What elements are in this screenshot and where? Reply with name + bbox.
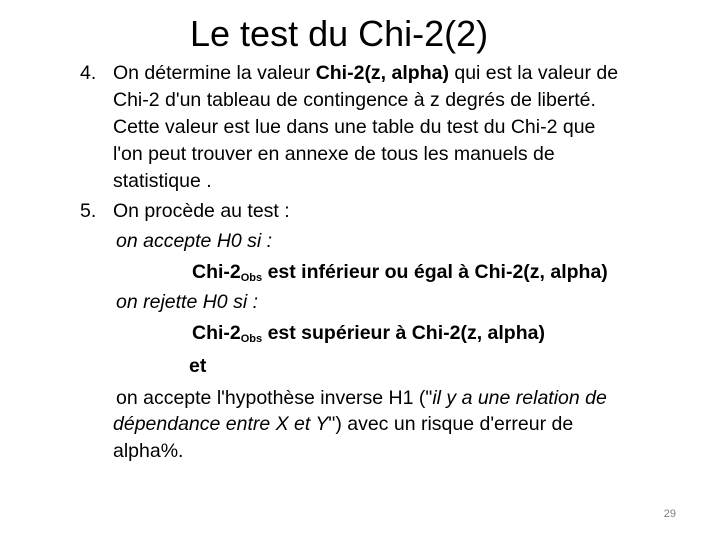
slide-title: Le test du Chi-2(2) [190, 13, 489, 54]
accept-h0-label: on accepte H0 si : [116, 230, 273, 252]
item4-line2: Chi-2 d'un tableau de contingence à z degrés de liberté. [113, 89, 596, 111]
reject-h0-label: on rejette H0 si : [116, 291, 258, 313]
h1-line3: alpha%. [113, 440, 184, 462]
accept-condition-text: est inférieur ou égal à Chi-2(z, alpha) [262, 261, 608, 283]
et-connector: et [189, 355, 207, 377]
item4-line5: statistique . [113, 170, 212, 192]
h1-quote-part1: il y a une relation de [432, 387, 607, 409]
h1-line1 [116, 385, 607, 412]
reject-condition-text: est supérieur à Chi-2(z, alpha) [262, 322, 545, 344]
item4-line1-end: qui est la valeur de [448, 62, 619, 84]
chi2-obs-label: Chi-2 [192, 261, 241, 283]
chi2-obs-label: Chi-2 [192, 322, 241, 344]
page-number: 29 [663, 508, 676, 520]
item4-line4: l'on peut trouver en annexe de tous les manuels de [113, 143, 555, 165]
item4-line1-text: On détermine la valeur [113, 62, 316, 84]
list-number-5: 5. [80, 200, 97, 222]
h1-line1-text: on accepte l'hypothèse inverse H1 (" [116, 387, 433, 409]
h1-line2 [113, 411, 573, 438]
chi2-critical-value: Chi-2(z, alpha) [315, 62, 449, 84]
h1-quote-part2: dépendance entre X et Y [113, 413, 329, 435]
item5-line1: On procède au test : [113, 200, 290, 222]
list-number-4: 4. [80, 62, 97, 84]
obs-subscript: Obs [240, 333, 263, 345]
accept-condition [192, 259, 608, 286]
reject-condition [192, 320, 545, 347]
obs-subscript: Obs [240, 272, 263, 284]
item4-line3: Cette valeur est lue dans une table du test du Chi-2 que [113, 116, 596, 138]
h1-line2-text: ") avec un risque d'erreur de [328, 413, 574, 435]
item4-line1 [113, 60, 618, 87]
